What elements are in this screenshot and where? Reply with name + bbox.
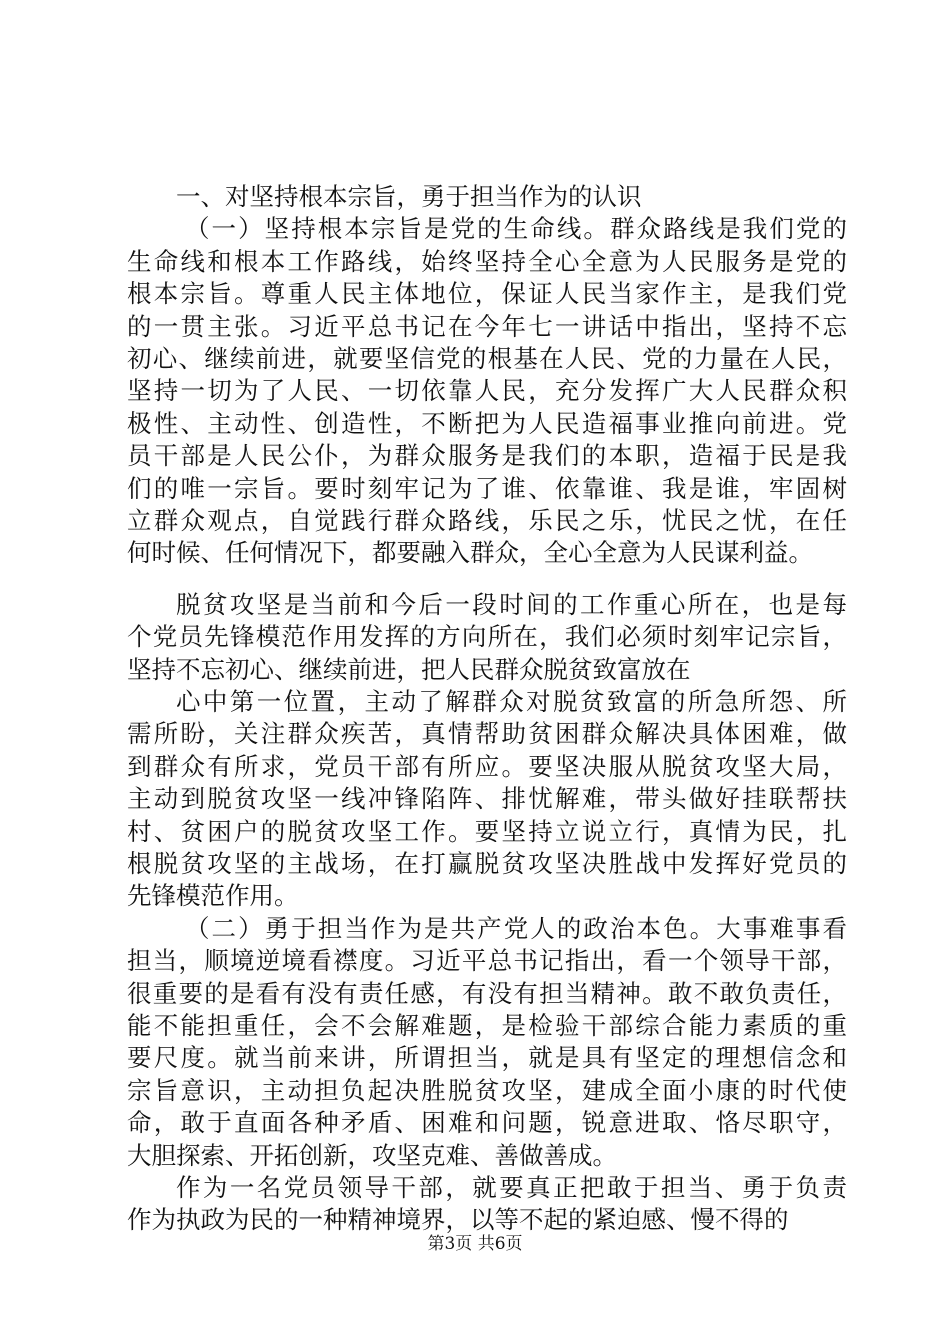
paragraph-3-line: 主动到脱贫攻坚一线冲锋陷阵、排忧解难，带头做好挂联帮扶 [127, 784, 847, 814]
paragraph-3-line: 根脱贫攻坚的主战场，在打赢脱贫攻坚决胜战中发挥好党员的 [127, 849, 847, 878]
paragraph-3-line: 村、贫困户的脱贫攻坚工作。要坚持立说立行，真情为民，扎 [127, 816, 847, 846]
section-heading: 一、对坚持根本宗旨，勇于担当作为的认识 [176, 182, 642, 211]
paragraph-4-line: 宗旨意识，主动担负起决胜脱贫攻坚，建成全面小康的时代使 [127, 1075, 847, 1105]
paragraph-1-line: 坚持一切为了人民、一切依靠人民，充分发挥广大人民群众积 [127, 376, 847, 406]
paragraph-1-line: 根本宗旨。尊重人民主体地位，保证人民当家作主，是我们党 [127, 279, 847, 309]
paragraph-1-line: 何时候、任何情况下，都要融入群众，全心全意为人民谋利益。 [127, 538, 813, 568]
paragraph-1-line: 们的唯一宗旨。要时刻牢记为了谁、依靠谁、我是谁，牢固树 [127, 473, 847, 503]
page-footer: 第3页 共6页 [427, 1234, 523, 1254]
paragraph-3-line: 到群众有所求，党员干部有所应。要坚决服从脱贫攻坚大局， [127, 751, 847, 781]
paragraph-5-line: 作为执政为民的一种精神境界，以等不起的紧迫感、慢不得的 [127, 1205, 789, 1235]
paragraph-5-line: 作为一名党员领导干部，就要真正把敢于担当、勇于负责 [176, 1173, 847, 1202]
paragraph-4-line: （二）勇于担当作为是共产党人的政治本色。大事难事看 [185, 913, 847, 943]
paragraph-4-line: 要尺度。就当前来讲，所谓担当，就是具有坚定的理想信念和 [127, 1043, 847, 1073]
paragraph-4-line: 命，敢于直面各种矛盾、困难和问题，锐意进取、恪尽职守， [127, 1108, 847, 1138]
paragraph-1-line: 生命线和根本工作路线，始终坚持全心全意为人民服务是党的 [127, 246, 847, 276]
paragraph-1-line: （一）坚持根本宗旨是党的生命线。群众路线是我们党的 [185, 214, 847, 244]
paragraph-2-line: 坚持不忘初心、继续前进，把人民群众脱贫致富放在 [127, 654, 691, 684]
paragraph-3-line: 先锋模范作用。 [127, 881, 299, 911]
paragraph-3-line: 需所盼，关注群众疾苦，真情帮助贫困群众解决具体困难，做 [127, 719, 847, 749]
paragraph-4-line: 能不能担重任，会不会解难题，是检验干部综合能力素质的重 [127, 1011, 847, 1040]
paragraph-4-line: 担当，顺境逆境看襟度。习近平总书记指出，看一个领导干部， [127, 946, 847, 976]
paragraph-1-line: 初心、继续前进，就要坚信党的根基在人民、党的力量在人民， [127, 344, 847, 373]
paragraph-1-line: 员干部是人民公仆，为群众服务是我们的本职，造福于民是我 [127, 441, 847, 471]
paragraph-1-line: 的一贯主张。习近平总书记在今年七一讲话中指出，坚持不忘 [127, 311, 847, 341]
paragraph-2-line: 个党员先锋模范作用发挥的方向所在，我们必须时刻牢记宗旨， [127, 622, 847, 652]
paragraph-3-line: 心中第一位置，主动了解群众对脱贫致富的所急所怨、所 [176, 687, 847, 716]
paragraph-4-line: 大胆探索、开拓创新，攻坚克难、善做善成。 [127, 1140, 617, 1170]
paragraph-1-line: 立群众观点，自觉践行群众路线，乐民之乐，忧民之忧，在任 [127, 506, 847, 535]
paragraph-1-line: 极性、主动性、创造性，不断把为人民造福事业推向前进。党 [127, 408, 847, 438]
paragraph-2-line: 脱贫攻坚是当前和今后一段时间的工作重心所在，也是每 [176, 589, 847, 619]
paragraph-4-line: 很重要的是看有没有责任感，有没有担当精神。敢不敢负责任， [127, 978, 847, 1008]
